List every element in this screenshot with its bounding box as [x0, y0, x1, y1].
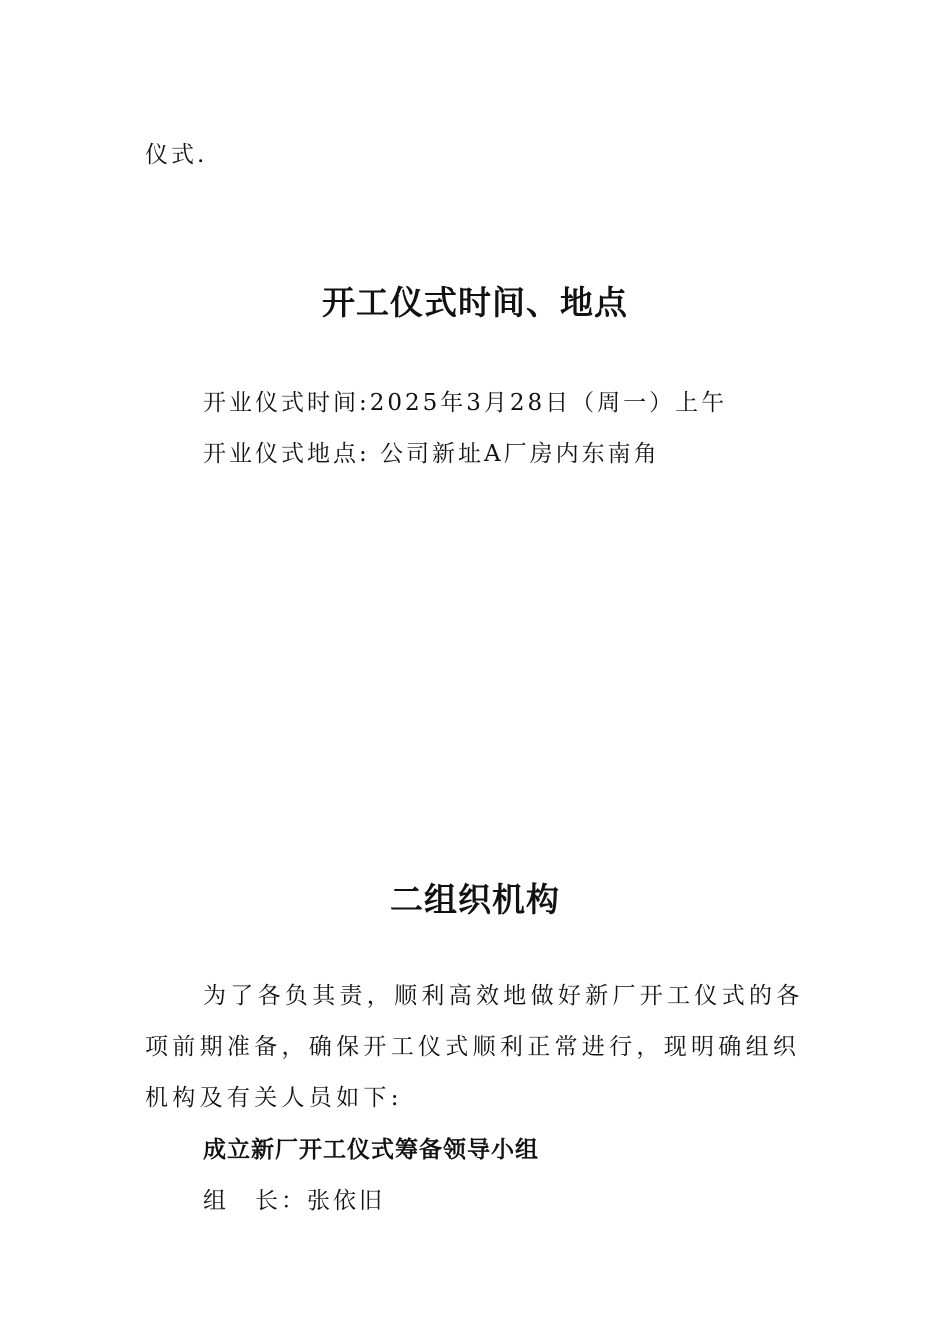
- organization-paragraph: 为了各负其责，顺利高效地做好新厂开工仪式的各项前期准备，确保开工仪式顺利正常进行，现明确组织机构及有关人员如下:: [145, 983, 804, 1111]
- continuation-text: 仪式.: [145, 142, 208, 168]
- section-heading-time-place: 开工仪式时间、地点: [322, 283, 628, 322]
- group-leader-line: 组 长：张依旧: [203, 1188, 385, 1214]
- section-heading-organization: 二组织机构: [390, 880, 560, 919]
- ceremony-time-line: 开业仪式时间:2025年3月28日（周一）上午: [203, 390, 728, 416]
- ceremony-place-line: 开业仪式地点: 公司新址A厂房内东南角: [203, 441, 660, 467]
- subheading-preparatory-group: 成立新厂开工仪式筹备领导小组: [203, 1137, 539, 1163]
